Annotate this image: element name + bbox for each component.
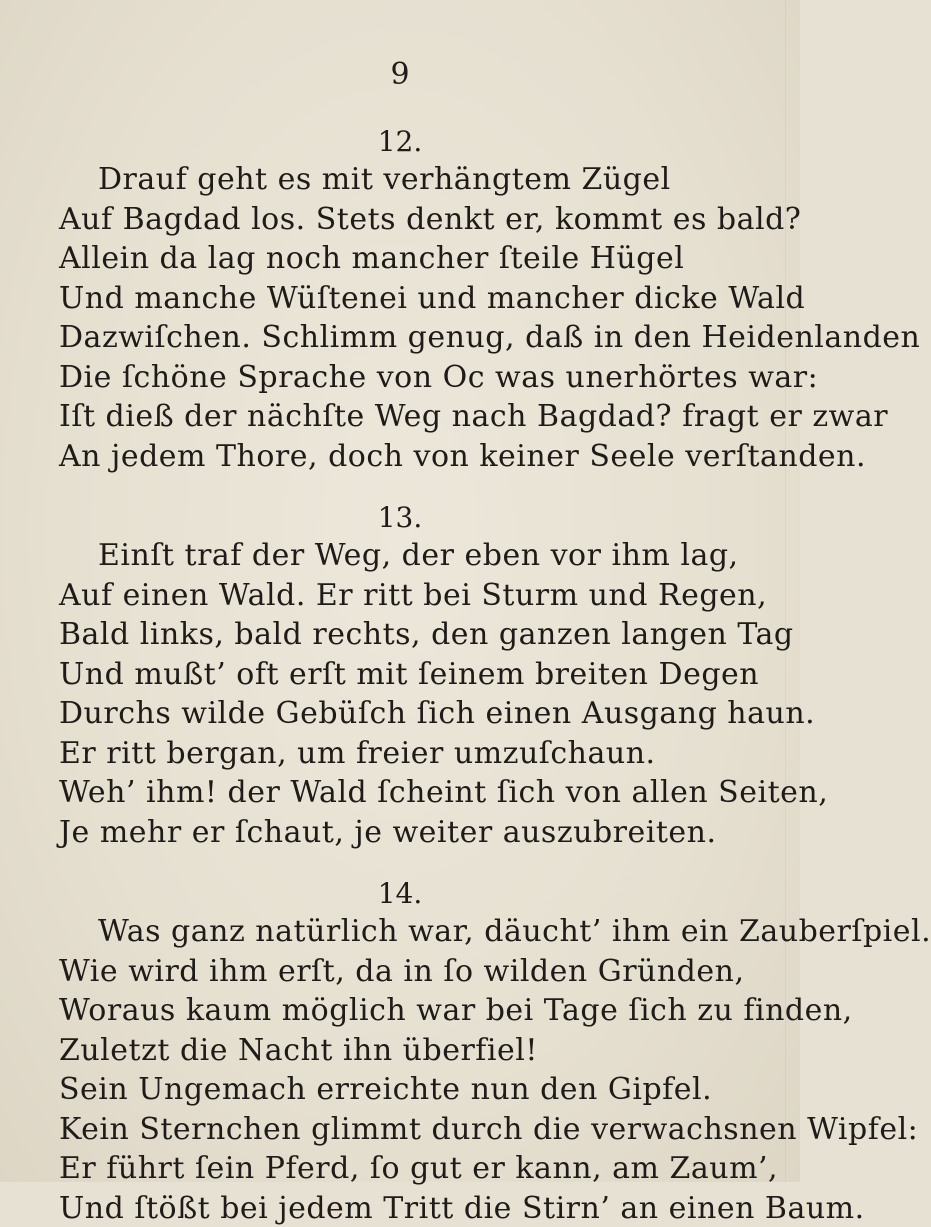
verse-line: Iſt dieß der nächſte Weg nach Bagdad? fragt er zwar: [59, 399, 889, 434]
verse-line: Kein Sternchen glimmt durch die verwachsnen Wipfel:: [59, 1111, 919, 1147]
verse-line: Auf einen Wald. Er ritt bei Sturm und Regen,: [59, 577, 768, 613]
page-number: 9: [390, 57, 410, 92]
verse-line: Woraus kaum möglich war bei Tage ſich zu finden,: [59, 993, 853, 1028]
verse-line: Er ritt bergan, um freier umzuſchaun.: [59, 735, 656, 771]
verse-line: Die ſchöne Sprache von Oc was unerhörtes war:: [59, 359, 819, 395]
verse-line: Je mehr er ſchaut, je weiter auszubreiten.: [59, 814, 717, 850]
stanza-number: 13.: [377, 501, 423, 534]
verse-line: Sein Ungemach erreichte nun den Gipfel.: [59, 1072, 713, 1107]
stanza-number: 12.: [377, 125, 423, 158]
stanza-number: 14.: [377, 877, 423, 910]
verse-line: Und mußt’ oft erſt mit ſeinem breiten Degen: [59, 656, 760, 692]
verse-line: Allein da lag noch mancher ſteile Hügel: [59, 241, 685, 276]
verse-line: Durchs wilde Gebüſch ſich einen Ausgang haun.: [59, 696, 816, 731]
verse-line: Und manche Wüſtenei und mancher dicke Wald: [59, 280, 806, 316]
verse-line: Einſt traf der Weg, der eben vor ihm lag,: [98, 538, 739, 573]
verse-line: Und ſtößt bei jedem Tritt die Stirn’ an einen Baum.: [59, 1190, 865, 1226]
verse-line: An jedem Thore, doch von keiner Seele verſtanden.: [59, 438, 867, 474]
verse-line: Bald links, bald rechts, den ganzen langen Tag: [59, 617, 794, 652]
verse-line: Dazwiſchen. Schlimm genug, daß in den Heidenlanden: [59, 320, 921, 355]
verse-line: Zuletzt die Nacht ihn überfiel!: [59, 1032, 538, 1068]
verse-line: Was ganz natürlich war, däucht’ ihm ein Zauberſpiel.: [98, 914, 931, 949]
verse-line: Auf Bagdad los. Stets denkt er, kommt es bald?: [59, 201, 802, 237]
verse-line: Drauf geht es mit verhängtem Zügel: [98, 162, 671, 197]
verse-line: Weh’ ihm! der Wald ſcheint ſich von allen Seiten,: [59, 775, 829, 810]
verse-line: Er führt ſein Pferd, ſo gut er kann, am Zaum’,: [59, 1151, 779, 1186]
verse-line: Wie wird ihm erſt, da in ſo wilden Gründen,: [59, 953, 745, 989]
